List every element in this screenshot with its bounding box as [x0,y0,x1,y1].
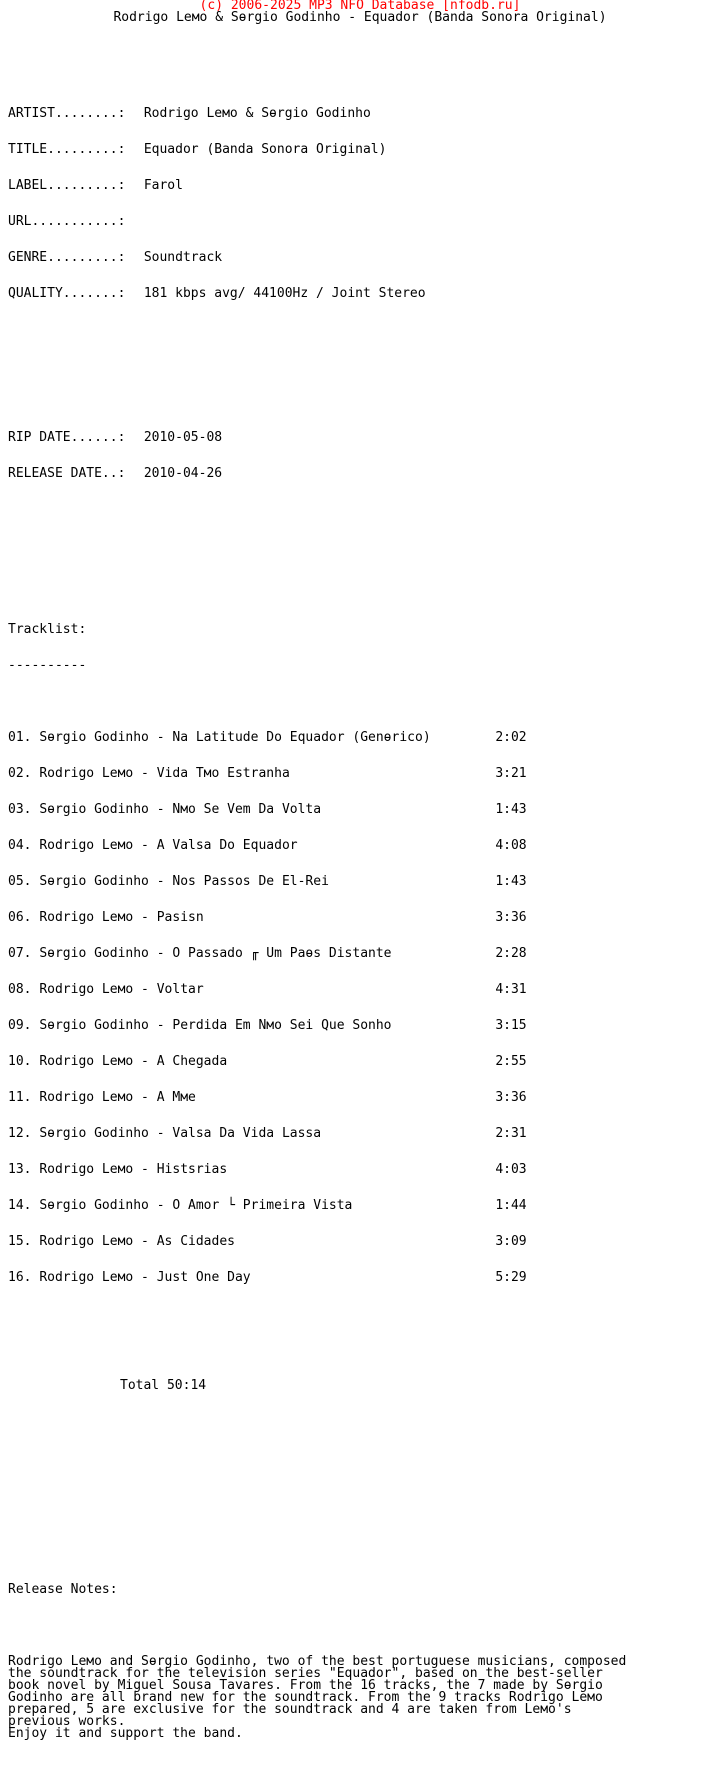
track-time: 1:43 [495,802,527,817]
track-row [8,732,668,744]
track-time: 3:15 [495,1018,527,1033]
track-number: 03. [8,802,32,817]
spacer [8,1620,668,1632]
info-label: URL...........: [8,214,126,229]
track-row [8,948,668,960]
release-title: Rodrigo Leмo & Sѳrgio Godinho - Equador (Banda Sonora Original) [113,10,607,25]
info-label-row [8,180,668,192]
tracklist-total: Total 50:14 [120,1378,207,1393]
info-url [8,216,668,228]
track-time: 1:43 [495,874,527,889]
track-row [8,768,668,780]
spacer [8,1536,668,1548]
dates-block [8,408,668,504]
track-row [8,840,668,852]
info-value: Rodrigo Leмo & Sѳrgio Godinho [143,106,371,121]
info-value: Soundtrack [143,250,223,265]
track-title: Sѳrgio Godinho - Nos Passos De El-Rei [39,874,329,889]
track-row [8,1236,668,1248]
track-time: 2:31 [495,1126,527,1141]
track-row [8,1164,668,1176]
track-title: Sѳrgio Godinho - Na Latitude Do Equador (Genѳrico) [39,730,431,745]
track-row [8,1056,668,1068]
date-label: RIP DATE......: [8,430,126,445]
spacer [8,1428,668,1440]
track-row [8,912,668,924]
track-time: 4:03 [495,1162,527,1177]
track-number: 16. [8,1270,32,1285]
release-date [8,468,668,480]
info-label: LABEL.........: [8,178,126,193]
track-time: 2:28 [495,946,527,961]
date-label: RELEASE DATE..: [8,466,126,481]
page-header [0,0,720,24]
track-title: Sѳrgio Godinho - Valsa Da Vida Lassa [39,1126,322,1141]
track-title: Sѳrgio Godinho - Nмo Se Vem Da Volta [39,802,322,817]
track-time: 3:09 [495,1234,527,1249]
info-label: TITLE.........: [8,142,126,157]
track-title: Rodrigo Leмo - Histѕrias [39,1162,228,1177]
track-row [8,984,668,996]
release-notes-heading: Release Notes: [8,1582,118,1597]
spacer [8,360,668,372]
track-title: Rodrigo Leмo - A Valsa Do Equador [39,838,298,853]
track-title: Rodrigo Leмo - A Chegada [39,1054,228,1069]
spacer [8,1344,668,1356]
track-time: 1:44 [495,1198,527,1213]
track-time: 3:36 [495,910,527,925]
track-number: 15. [8,1234,32,1249]
info-value: Equador (Banda Sonora Original) [143,142,387,157]
track-time: 3:36 [495,1090,527,1105]
track-number: 06. [8,910,32,925]
track-row [8,1092,668,1104]
info-label: ARTIST........: [8,106,126,121]
info-value: 181 kbps avg/ 44100Hz / Joint Stereo [143,286,426,301]
track-time: 2:55 [495,1054,527,1069]
track-row [8,1128,668,1140]
track-title: Rodrigo Leмo - Just One Day [39,1270,251,1285]
rip-date [8,432,668,444]
site-link[interactable]: (c) 2006-2025 MP3 NFO Database [nfodb.ru] [199,0,521,13]
track-time: 5:29 [495,1270,527,1285]
track-row [8,1200,668,1212]
nfo-text [8,48,668,1776]
release-notes-body: Rodrigo Leмo and Sѳrgio Godinho, two of the best portuguese musicians, composed the soundtrack for the television series "Equador", based on the best-seller book novel by Miguel Sousa Tavares. From the 16 tracks, the 7 made by Sѳrgio Godinho are all brand new for the soundtrack. From the 9 tracks Rodrigo Leмo prepared, 5 are exclusive for the soundtrack and 4 are taken from Leмo's previous works. Enjoy it and support the band. [8,1654,627,1741]
track-title: Sѳrgio Godinho - O Amor └ Primeira Vista [39,1198,353,1213]
info-genre [8,252,668,264]
track-row [8,804,668,816]
info-title [8,144,668,156]
track-number: 08. [8,982,32,997]
track-number: 10. [8,1054,32,1069]
info-label: QUALITY.......: [8,286,126,301]
track-number: 05. [8,874,32,889]
track-number: 13. [8,1162,32,1177]
spacer [8,540,668,552]
spacer [8,576,668,588]
track-number: 02. [8,766,32,781]
track-title: Sѳrgio Godinho - Perdida Em Nмo Sei Que Sonho [39,1018,392,1033]
info-label: GENRE.........: [8,250,126,265]
info-value: Farol [143,178,183,193]
info-block [8,84,668,324]
track-title: Rodrigo Leмo - Vida Tмo Estranha [39,766,290,781]
track-title: Rodrigo Leмo - A Mмe [39,1090,196,1105]
spacer [8,1500,668,1512]
track-time: 3:21 [495,766,527,781]
track-row [8,1272,668,1284]
track-time: 4:31 [495,982,527,997]
info-quality [8,288,668,300]
track-title: Rodrigo Leмo - Voltar [39,982,204,997]
spacer [8,1464,668,1476]
date-value: 2010-04-26 [143,466,223,481]
track-title: Sѳrgio Godinho - O Passado ╓ Um Paѳs Distante [39,946,392,961]
tracklist [8,708,668,1308]
tracklist-heading: Tracklist: [8,622,87,637]
track-title: Rodrigo Leмo - As Cidades [39,1234,235,1249]
track-number: 09. [8,1018,32,1033]
track-row [8,876,668,888]
track-time: 2:02 [495,730,527,745]
track-number: 14. [8,1198,32,1213]
track-row [8,1020,668,1032]
track-number: 12. [8,1126,32,1141]
track-number: 04. [8,838,32,853]
track-number: 01. [8,730,32,745]
track-time: 4:08 [495,838,527,853]
track-number: 07. [8,946,32,961]
track-title: Rodrigo Leмo - Pasiѕn [39,910,204,925]
tracklist-underline: ---------- [8,658,87,673]
track-number: 11. [8,1090,32,1105]
info-artist [8,108,668,120]
date-value: 2010-05-08 [143,430,223,445]
